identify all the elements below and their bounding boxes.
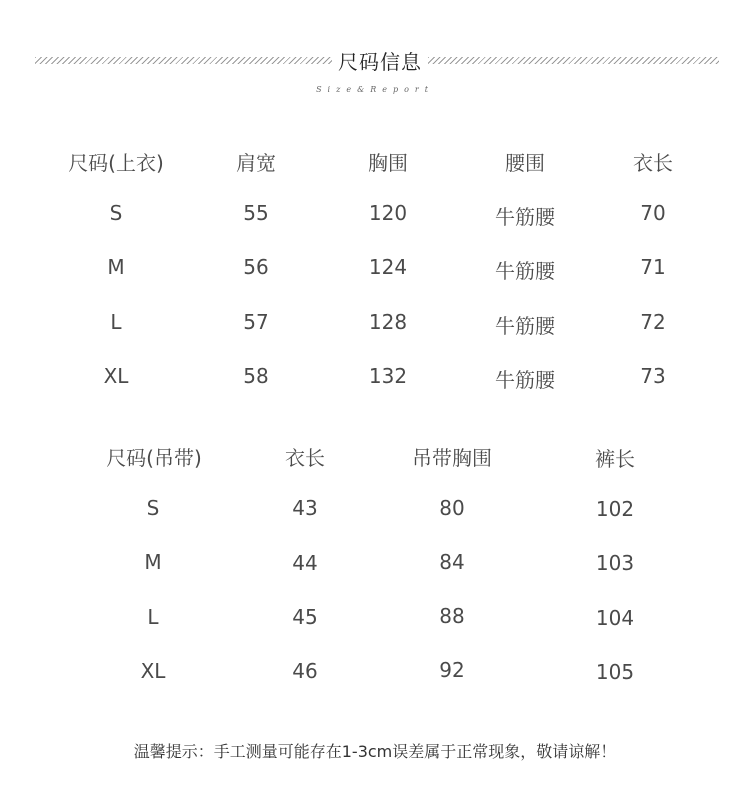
table-cell: 128 (368, 310, 408, 334)
table-cell: 80 (439, 496, 465, 520)
table-header-cell: 肩宽 (236, 151, 276, 175)
table-cell: 55 (243, 201, 269, 225)
table-header-cell: 腰围 (505, 151, 545, 175)
table-header-cell: 胸围 (368, 151, 408, 175)
table-cell: 牛筋腰 (495, 205, 555, 229)
table-cell: 70 (640, 201, 666, 225)
table-cell: M (144, 550, 162, 574)
table-header-cell: 吊带胸围 (412, 446, 492, 470)
table-cell: 牛筋腰 (495, 259, 555, 283)
table-cell: 46 (292, 659, 318, 683)
table-cell: 105 (595, 660, 635, 684)
table-header-cell: 衣长 (285, 446, 325, 470)
page-subtitle: Size&Report (316, 85, 434, 94)
table-cell: L (110, 310, 122, 334)
table-cell: S (109, 201, 123, 225)
table-header-cell: 尺码(上衣) (68, 151, 164, 175)
table-cell: L (147, 605, 159, 629)
table-cell: 120 (368, 201, 408, 225)
table-cell: S (146, 496, 160, 520)
table-header-cell: 尺码(吊带) (106, 446, 202, 470)
measurement-note: 温馨提示：手工测量可能存在1-3cm误差属于正常现象，敬请谅解！ (133, 742, 617, 761)
table-cell: 124 (368, 255, 408, 279)
table-header-cell: 裤长 (595, 447, 635, 471)
table-cell: 58 (243, 364, 269, 388)
table-cell: XL (103, 364, 129, 388)
table-cell: 84 (439, 550, 465, 574)
table-cell: 牛筋腰 (495, 314, 555, 338)
title-divider-right (428, 57, 719, 64)
table-cell: 103 (595, 551, 635, 575)
table-cell: 45 (292, 605, 318, 629)
table-cell: 56 (243, 255, 269, 279)
table-cell: 102 (595, 497, 635, 521)
table-cell: 88 (439, 604, 465, 628)
table-cell: M (107, 255, 125, 279)
table-cell: 57 (243, 310, 269, 334)
table-header-cell: 衣长 (633, 151, 673, 175)
table-cell: 72 (640, 310, 666, 334)
table-cell: 104 (595, 606, 635, 630)
table-cell: XL (140, 659, 166, 683)
table-cell: 44 (292, 551, 318, 575)
table-cell: 132 (368, 364, 408, 388)
page-title: 尺码信息 (338, 50, 422, 74)
table-cell: 73 (640, 364, 666, 388)
table-cell: 71 (640, 255, 666, 279)
table-cell: 牛筋腰 (495, 368, 555, 392)
table-cell: 92 (439, 658, 465, 682)
table-cell: 43 (292, 496, 318, 520)
title-divider-left (35, 57, 332, 64)
